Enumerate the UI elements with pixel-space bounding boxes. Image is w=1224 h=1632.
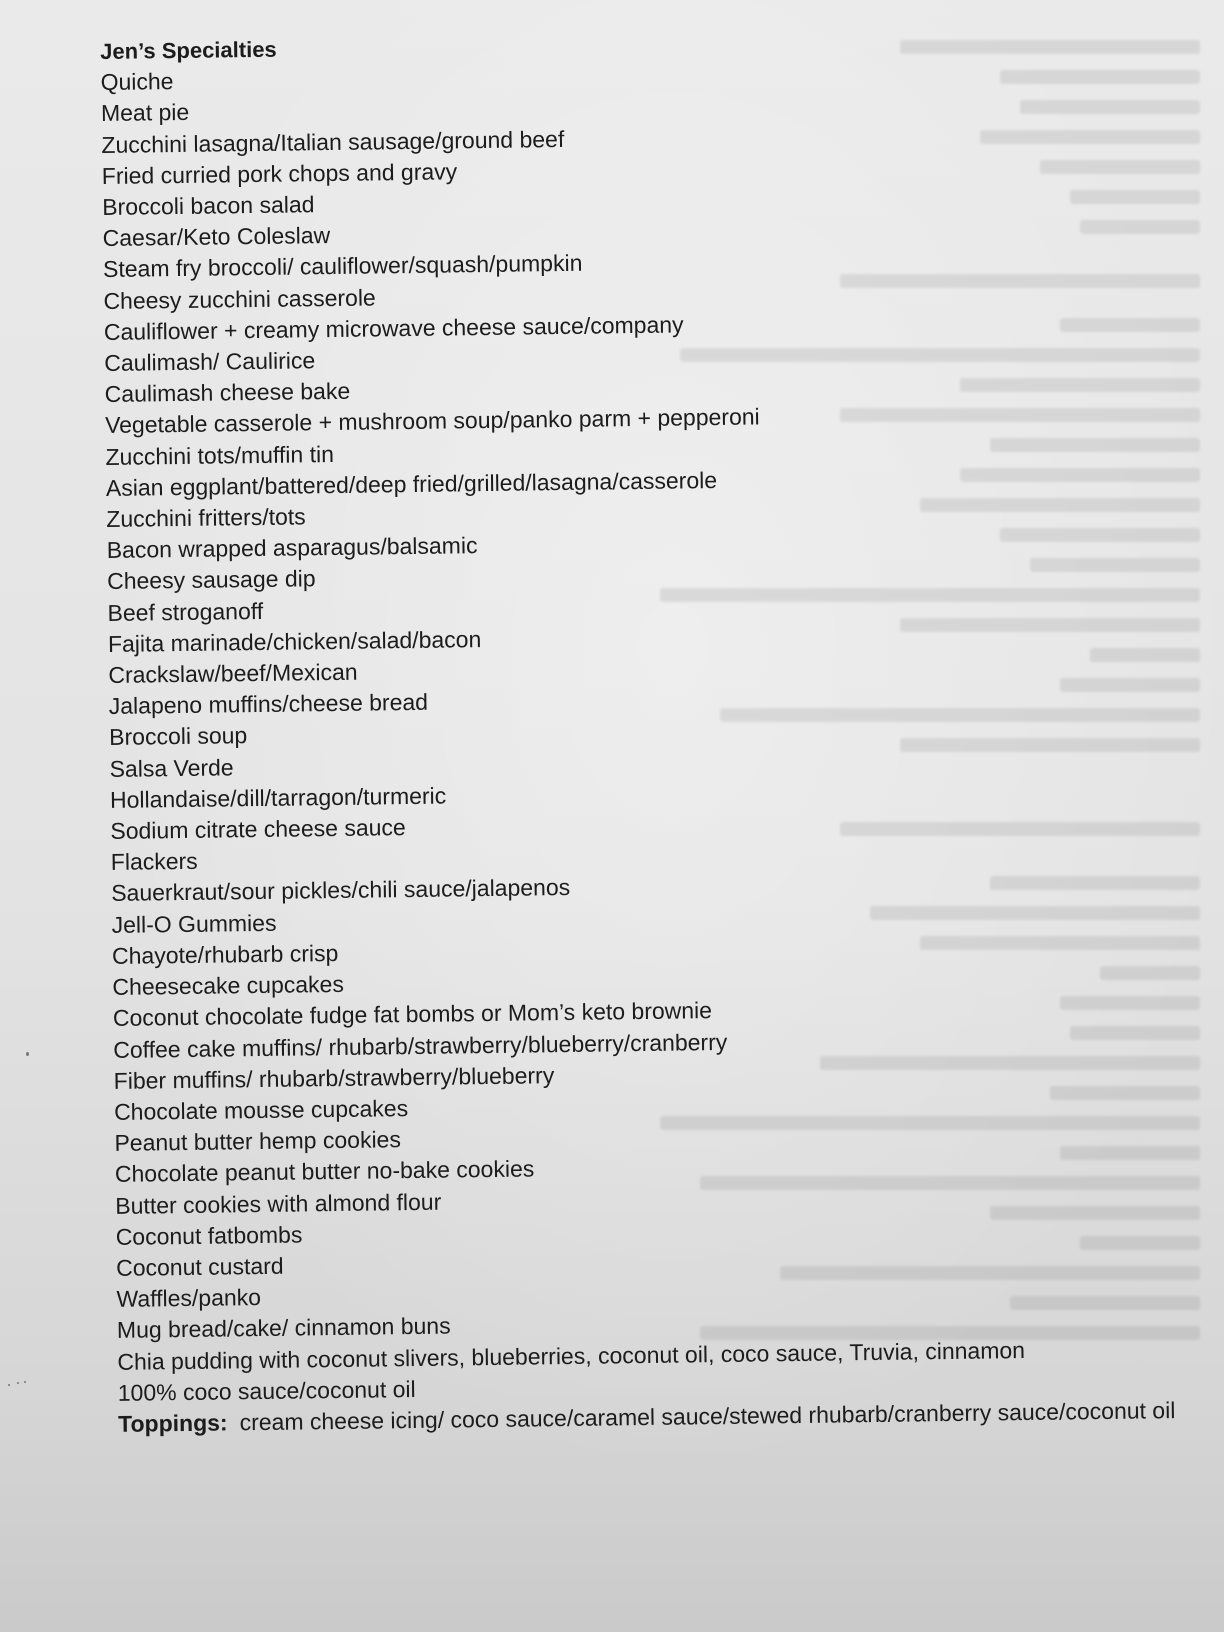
specialties-list <box>100 53 1224 1409</box>
list-item: Fajita marinade/chicken/salad/bacon <box>107 625 482 657</box>
list-item: Steam fry broccoli/ cauliflower/squash/pumpkin <box>102 250 583 283</box>
list-item: Mug bread/cake/ cinnamon buns <box>116 1312 451 1344</box>
paper-speck <box>26 1052 29 1056</box>
page-title: Jen’s Specialties <box>100 36 277 64</box>
toppings-label: Toppings: <box>117 1409 228 1437</box>
list-item: Sodium citrate cheese sauce <box>110 814 406 845</box>
list-item: Zucchini tots/muffin tin <box>105 440 335 470</box>
paper-speck <box>24 1381 26 1383</box>
list-item: Waffles/panko <box>116 1284 262 1313</box>
list-item: Beef stroganoff <box>107 597 264 626</box>
list-item: Zucchini fritters/tots <box>106 503 306 533</box>
list-item: Coconut custard <box>115 1252 284 1281</box>
list-item: Chocolate peanut butter no-bake cookies <box>114 1155 535 1188</box>
list-item: Vegetable casserole + mushroom soup/panko parm + pepperoni <box>104 403 760 439</box>
list-item: Cheesy zucchini casserole <box>103 284 376 314</box>
list-item: Hollandaise/dill/tarragon/turmeric <box>109 782 447 813</box>
list-item: Coconut fatbombs <box>115 1221 303 1250</box>
list-item: Coconut chocolate fudge fat bombs or Mom’s keto brownie <box>112 997 713 1032</box>
list-item: Sauerkraut/sour pickles/chili sauce/jalapenos <box>111 874 571 907</box>
list-item: Zucchini lasagna/Italian sausage/ground beef <box>101 125 565 158</box>
list-item: Flackers <box>110 848 198 876</box>
paper-speck <box>17 1382 19 1384</box>
recipe-list-document <box>100 21 1224 1440</box>
list-item: Fiber muffins/ rhubarb/strawberry/blueberry <box>113 1061 555 1094</box>
toppings-text: cream cheese icing/ coco sauce/caramel sauce/stewed rhubarb/cranberry sauce/coconut oil <box>239 1396 1176 1436</box>
list-item: Jalapeno muffins/cheese bread <box>108 689 429 720</box>
list-item: Chayote/rhubarb crisp <box>111 939 339 969</box>
list-item: Caulimash/ Caulirice <box>104 347 316 377</box>
list-item: Butter cookies with almond flour <box>115 1188 442 1219</box>
list-item: Chia pudding with coconut slivers, blueberries, coconut oil, coco sauce, Truvia, cinnamon <box>117 1336 1026 1375</box>
list-item: Asian eggplant/battered/deep fried/grilled/lasagna/casserole <box>105 466 718 501</box>
list-item: Meat pie <box>100 99 190 127</box>
list-item: Peanut butter hemp cookies <box>114 1126 402 1157</box>
list-item: Bacon wrapped asparagus/balsamic <box>106 532 478 564</box>
list-item: Salsa Verde <box>109 753 234 782</box>
list-item: Caulimash cheese bake <box>104 377 351 408</box>
list-item: Coffee cake muffins/ rhubarb/strawberry/blueberry/cranberry <box>113 1028 728 1063</box>
list-item: Quiche <box>100 68 174 96</box>
list-item: Cauliflower + creamy microwave cheese sauce/company <box>103 311 684 345</box>
list-item: Jell-O Gummies <box>111 909 277 938</box>
list-item: Chocolate mousse cupcakes <box>113 1094 409 1125</box>
paper-speck <box>8 1384 10 1386</box>
list-item: Broccoli soup <box>109 722 248 751</box>
list-item: Cheesecake cupcakes <box>112 970 345 1001</box>
list-item: 100% coco sauce/coconut oil <box>117 1375 416 1406</box>
list-item: Caesar/Keto Coleslaw <box>102 222 331 252</box>
list-item: Crackslaw/beef/Mexican <box>108 658 358 689</box>
list-item: Fried curried pork chops and gravy <box>101 158 458 189</box>
list-item: Cheesy sausage dip <box>106 565 316 595</box>
list-item: Broccoli bacon salad <box>102 191 315 220</box>
